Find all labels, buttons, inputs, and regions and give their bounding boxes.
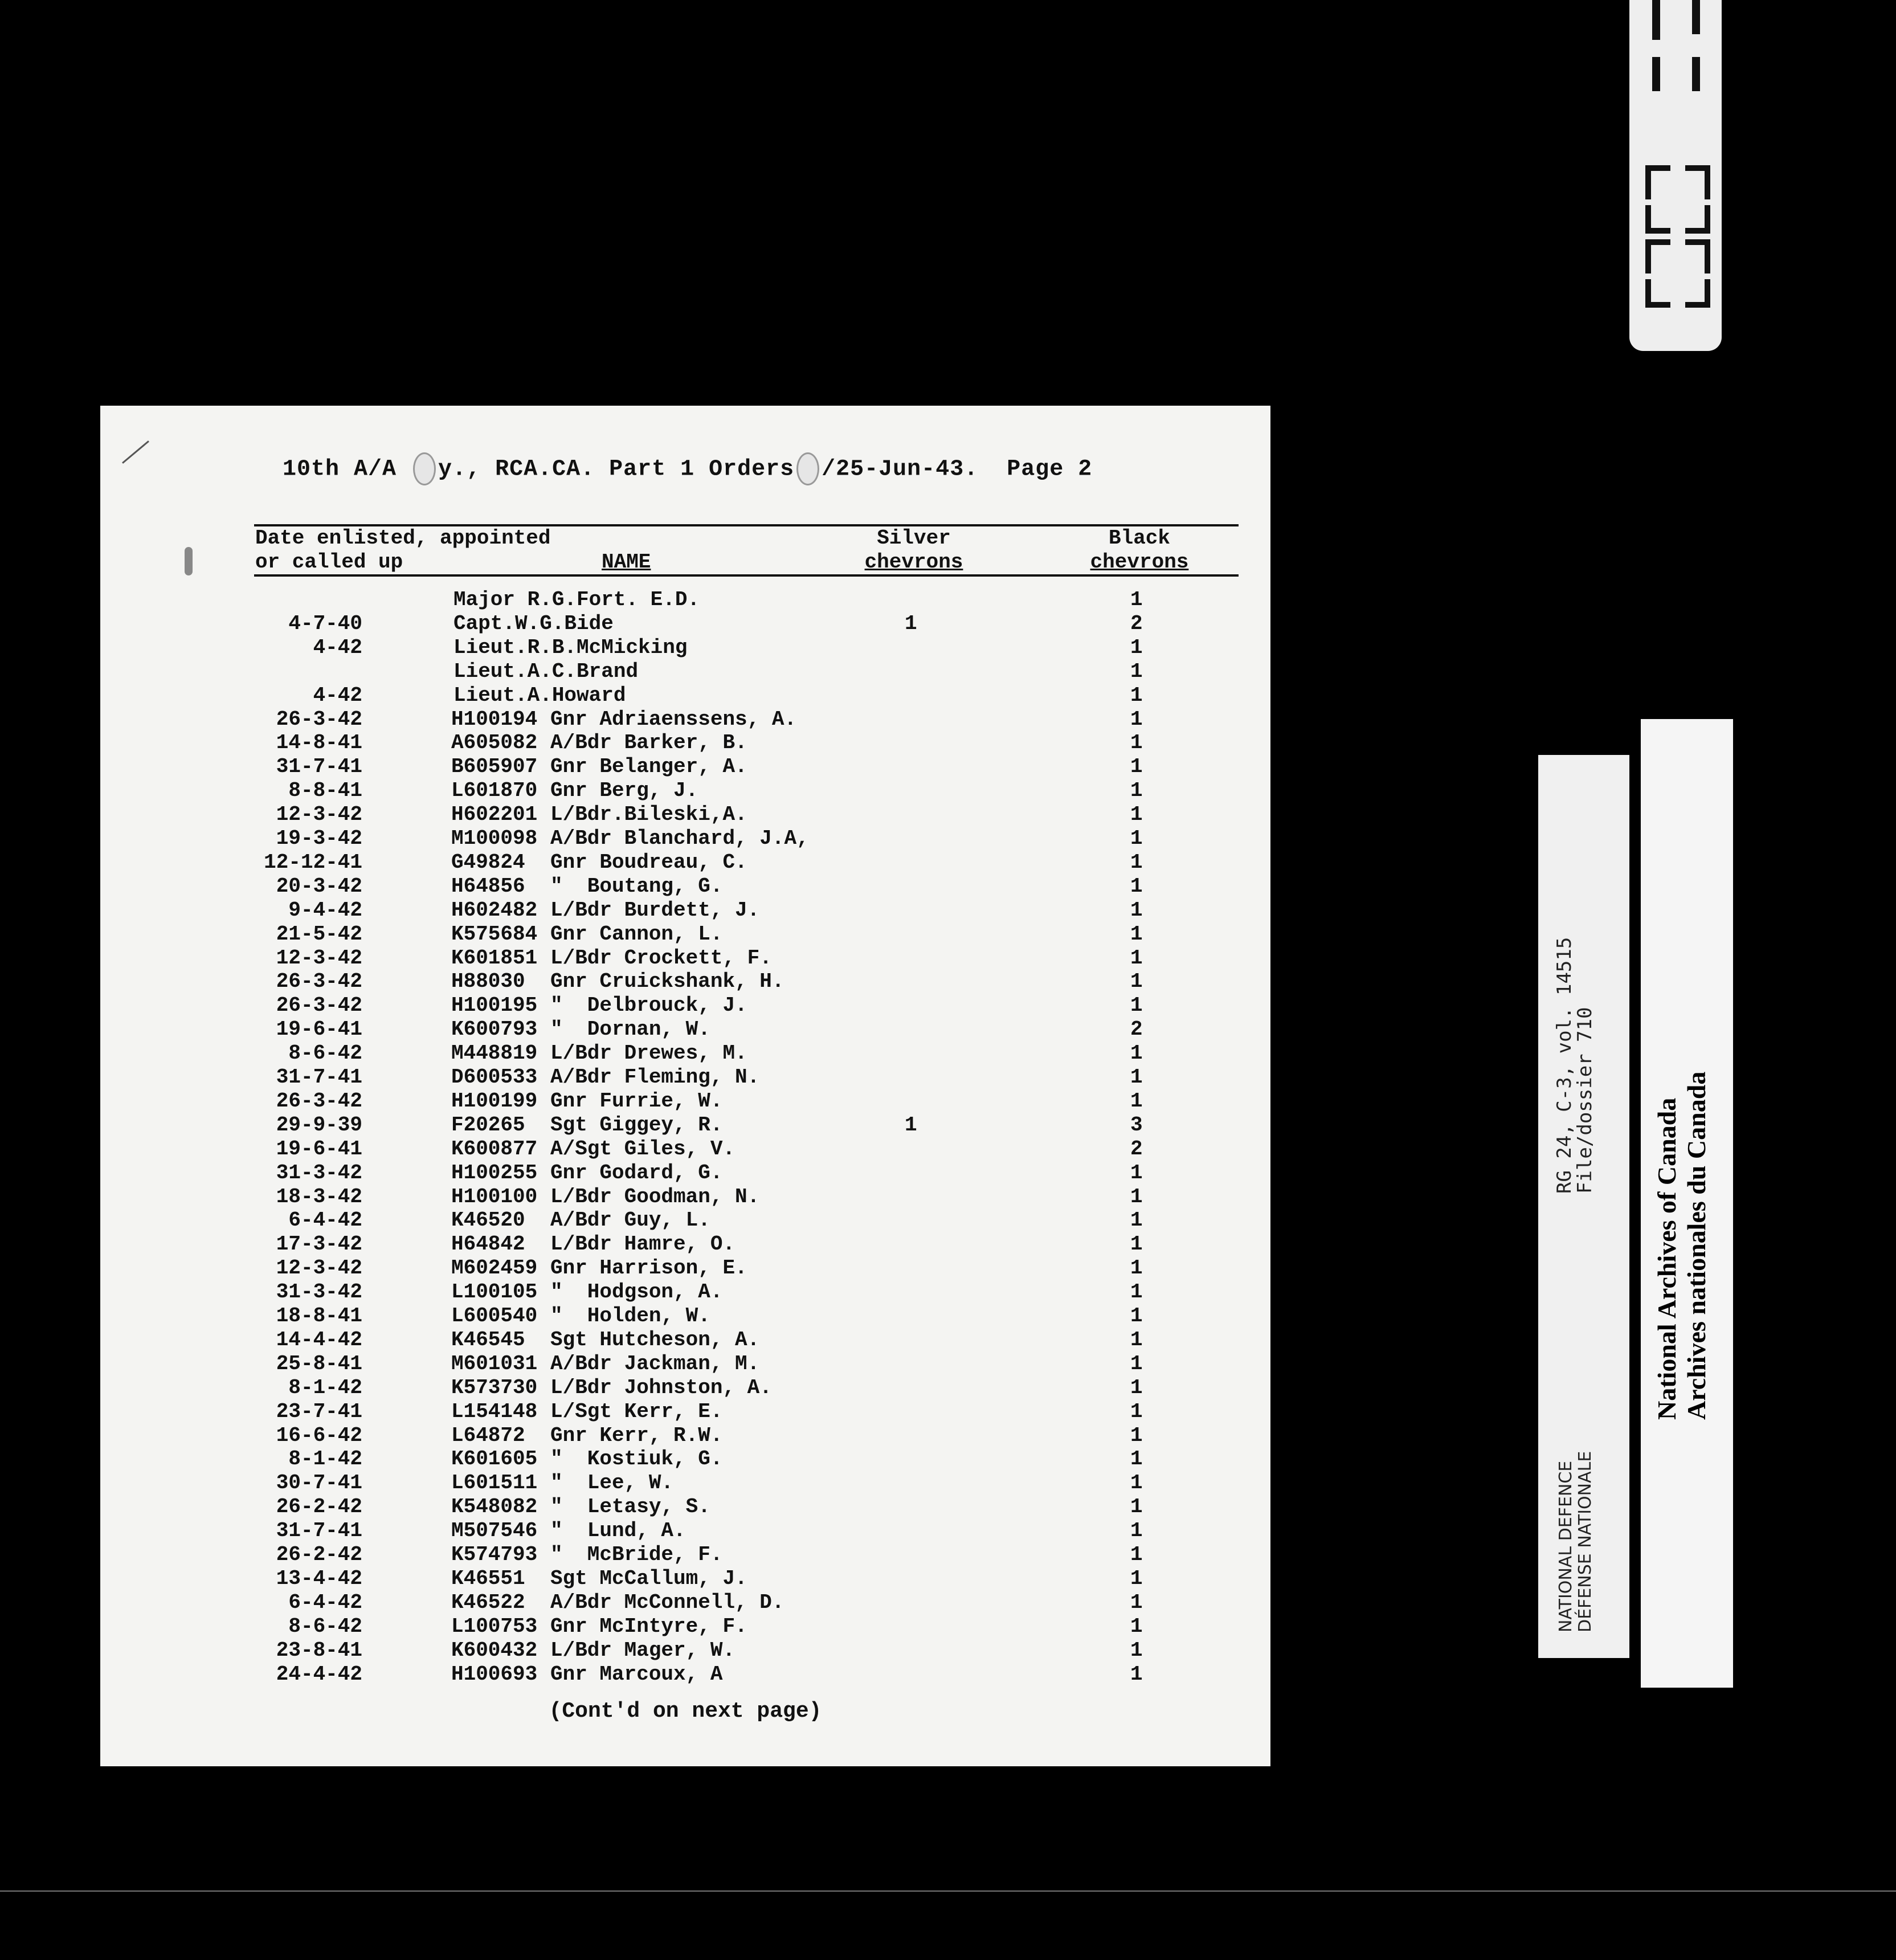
black-chevrons-cell: 3	[1130, 1113, 1143, 1137]
name-cell: A/Bdr Fleming, N.	[550, 1065, 760, 1089]
regimental-number-cell: K46520	[451, 1208, 525, 1232]
black-chevrons-cell: 2	[1130, 1137, 1143, 1161]
black-chevrons-cell: 1	[1130, 946, 1143, 970]
black-chevrons-cell: 1	[1130, 1471, 1143, 1495]
black-chevrons-cell: 1	[1130, 1232, 1143, 1256]
regimental-number-cell: L601511	[451, 1471, 538, 1495]
name-cell: A/Bdr Guy, L.	[550, 1208, 710, 1232]
name-cell: Gnr Adriaenssens, A.	[550, 707, 797, 731]
regimental-number-cell: H100195	[451, 994, 538, 1018]
regimental-number-cell: L154148	[451, 1399, 538, 1423]
unit-suffix: y., RCA.CA. Part 1 Orders	[438, 456, 795, 483]
name-cell: A/Bdr McConnell, D.	[550, 1590, 784, 1614]
name-cell: " Lee, W.	[550, 1471, 674, 1495]
black-chevrons-cell: 1	[1130, 659, 1143, 683]
black-chevrons-cell: 1	[1130, 1161, 1143, 1185]
date-cell: 31-7-41	[276, 1065, 362, 1089]
name-cell: " McBride, F.	[550, 1543, 723, 1566]
department-label: NATIONAL DEFENCE DÉFENSE NATIONALE	[1556, 1451, 1595, 1632]
black-chevrons-cell: 1	[1130, 1614, 1143, 1638]
black-chevrons-cell: 1	[1130, 898, 1143, 922]
table-row	[100, 1328, 1270, 1352]
name-cell: " Letasy, S.	[550, 1495, 710, 1519]
table-row	[100, 1495, 1270, 1519]
table-row	[100, 1208, 1270, 1232]
name-cell: Capt.W.G.Bide	[453, 611, 614, 635]
table-row	[100, 899, 1270, 922]
table-row	[100, 1065, 1270, 1089]
date-cell: 12-3-42	[276, 803, 362, 827]
regimental-number-cell: H64842	[451, 1232, 525, 1256]
black-chevrons-cell: 1	[1130, 1351, 1143, 1375]
regimental-number-cell: K601851	[451, 946, 538, 970]
regimental-number-cell: L601870	[451, 779, 538, 803]
name-cell: Gnr Furrie, W.	[550, 1089, 723, 1113]
name-cell: L/Sgt Kerr, E.	[550, 1399, 723, 1423]
name-cell: L/Bdr.Bileski,A.	[550, 803, 747, 827]
date-cell: 17-3-42	[276, 1232, 362, 1256]
regimental-number-cell: B605907	[451, 755, 538, 779]
date-cell: 4-7-40	[288, 611, 362, 635]
date-cell: 12-12-41	[264, 850, 362, 874]
black-chevrons-cell: 1	[1130, 1185, 1143, 1208]
date-cell: 31-3-42	[276, 1280, 362, 1304]
date-cell: 18-3-42	[276, 1185, 362, 1208]
name-cell: " Boutang, G.	[550, 874, 723, 898]
regimental-number-cell: H64856	[451, 874, 525, 898]
table-row	[100, 970, 1270, 994]
regimental-number-cell: D600533	[451, 1065, 538, 1089]
name-cell: Gnr Marcoux, A	[550, 1662, 723, 1686]
name-cell: " Kostiuk, G.	[550, 1447, 723, 1471]
table-row	[100, 827, 1270, 851]
black-chevrons-cell: 1	[1130, 1375, 1143, 1399]
date-cell: 26-3-42	[276, 1089, 362, 1113]
table-row	[100, 755, 1270, 779]
date-cell: 8-6-42	[288, 1042, 362, 1065]
pencil-mark	[122, 440, 149, 464]
date-cell: 26-2-42	[276, 1543, 362, 1566]
black-chevrons-cell: 1	[1130, 683, 1143, 707]
silver-chevrons-cell: 1	[905, 611, 917, 635]
black-chevrons-cell: 1	[1130, 1519, 1143, 1543]
name-cell: Gnr Belanger, A.	[550, 755, 747, 779]
regimental-number-cell: H88030	[451, 970, 525, 994]
black-chevrons-cell: 1	[1130, 1495, 1143, 1519]
table-row	[100, 1471, 1270, 1495]
table-row	[100, 922, 1270, 946]
black-chevrons-cell: 1	[1130, 827, 1143, 850]
table-row	[100, 1400, 1270, 1424]
date-cell: 8-1-42	[288, 1447, 362, 1471]
date-cell: 19-6-41	[276, 1137, 362, 1161]
table-row	[100, 994, 1270, 1018]
black-chevrons-cell: 1	[1130, 850, 1143, 874]
black-chevrons-cell: 1	[1130, 1304, 1143, 1328]
black-chevrons-cell: 1	[1130, 1208, 1143, 1232]
black-chevrons-cell: 2	[1130, 1018, 1143, 1042]
regimental-number-cell: H100693	[451, 1662, 538, 1686]
table-row	[100, 875, 1270, 899]
table-row	[100, 1304, 1270, 1328]
date-cell: 13-4-42	[276, 1566, 362, 1590]
date-cell: 26-3-42	[276, 970, 362, 994]
table-row	[100, 1376, 1270, 1400]
name-cell: L/Bdr Drewes, M.	[550, 1042, 747, 1065]
name-cell: Gnr Boudreau, C.	[550, 850, 747, 874]
date-cell: 8-6-42	[288, 1614, 362, 1638]
table-row	[100, 1424, 1270, 1448]
date-cell: 6-4-42	[288, 1590, 362, 1614]
regimental-number-cell: M507546	[451, 1519, 538, 1543]
regimental-number-cell: K600793	[451, 1018, 538, 1042]
date-cell: 26-3-42	[276, 707, 362, 731]
name-cell: " Holden, W.	[550, 1304, 710, 1328]
archive-name: National Archives of Canada Archives nationales du Canada	[1652, 1071, 1711, 1420]
regimental-number-cell: K600877	[451, 1137, 538, 1161]
black-chevrons-cell: 1	[1130, 1065, 1143, 1089]
black-chevrons-cell: 1	[1130, 779, 1143, 803]
name-cell: " Dornan, W.	[550, 1018, 710, 1042]
name-cell: " Hodgson, A.	[550, 1280, 723, 1304]
officer-row	[100, 612, 1270, 636]
name-cell: Sgt Hutcheson, A.	[550, 1328, 760, 1351]
table-row	[100, 1447, 1270, 1471]
table-row	[100, 1519, 1270, 1543]
table-header-rule	[254, 574, 1239, 577]
date-cell: 9-4-42	[288, 898, 362, 922]
order-document-page	[100, 406, 1270, 1766]
date-cell: 30-7-41	[276, 1471, 362, 1495]
date-cell: 4-42	[313, 635, 362, 659]
date-cell: 23-8-41	[276, 1638, 362, 1662]
black-chevrons-cell: 1	[1130, 1280, 1143, 1304]
black-chevrons-cell: 1	[1130, 1543, 1143, 1566]
regimental-number-cell: K574793	[451, 1543, 538, 1566]
name-cell: A/Bdr Blanchard, J.A,	[550, 827, 809, 850]
date-cell: 14-4-42	[276, 1328, 362, 1351]
name-cell: A/Sgt Giles, V.	[550, 1137, 735, 1161]
table-row	[100, 1280, 1270, 1304]
regimental-number-cell: H100255	[451, 1161, 538, 1185]
name-cell: Lieut.R.B.McMicking	[453, 635, 688, 659]
regimental-number-cell: G49824	[451, 850, 525, 874]
regimental-number-cell: H602201	[451, 803, 538, 827]
date-cell: 31-3-42	[276, 1161, 362, 1185]
film-frame-strip	[1629, 0, 1722, 351]
regimental-number-cell: M601031	[451, 1351, 538, 1375]
regimental-number-cell: H602482	[451, 898, 538, 922]
name-cell: " Lund, A.	[550, 1519, 686, 1543]
date-cell: 16-6-42	[276, 1423, 362, 1447]
regimental-number-cell: M602459	[451, 1256, 538, 1280]
date-cell: 6-4-42	[288, 1208, 362, 1232]
regimental-number-cell: K600432	[451, 1638, 538, 1662]
regimental-number-cell: H100199	[451, 1089, 538, 1113]
black-chevrons-cell: 1	[1130, 1662, 1143, 1686]
black-chevrons-cell: 1	[1130, 1399, 1143, 1423]
table-row	[100, 1256, 1270, 1280]
table-row	[100, 1161, 1270, 1185]
black-chevrons-cell: 1	[1130, 1089, 1143, 1113]
punch-hole	[413, 452, 436, 485]
regimental-number-cell: K548082	[451, 1495, 538, 1519]
black-chevrons-cell: 1	[1130, 588, 1143, 611]
date-cell: 29-9-39	[276, 1113, 362, 1137]
date-cell: 12-3-42	[276, 1256, 362, 1280]
archive-reference: RG 24, C-3, vol. 14515 File/dossier 710	[1553, 937, 1596, 1194]
date-cell: 14-8-41	[276, 731, 362, 755]
date-cell: 8-1-42	[288, 1375, 362, 1399]
date-cell: 31-7-41	[276, 1519, 362, 1543]
name-cell: L/Bdr Crockett, F.	[550, 946, 772, 970]
date-cell: 23-7-41	[276, 1399, 362, 1423]
black-chevrons-cell: 1	[1130, 803, 1143, 827]
unit-name: 10th A/A	[283, 456, 397, 483]
regimental-number-cell: H100100	[451, 1185, 538, 1208]
table-row	[100, 1185, 1270, 1209]
film-edge-line	[0, 1890, 1896, 1892]
regimental-number-cell: K46551	[451, 1566, 525, 1590]
black-column-header: Black chevrons	[1090, 526, 1189, 574]
black-chevrons-cell: 2	[1130, 611, 1143, 635]
table-row	[100, 1137, 1270, 1161]
table-row	[100, 1615, 1270, 1639]
name-cell: Lieut.A.C.Brand	[453, 659, 639, 683]
regimental-number-cell: K601605	[451, 1447, 538, 1471]
officer-row	[100, 588, 1270, 612]
table-row	[100, 946, 1270, 970]
name-cell: L/Bdr Hamre, O.	[550, 1232, 735, 1256]
date-cell: 21-5-42	[276, 922, 362, 946]
table-row	[100, 1663, 1270, 1687]
name-cell: L/Bdr Goodman, N.	[550, 1185, 760, 1208]
table-row	[100, 1089, 1270, 1113]
regimental-number-cell: L100105	[451, 1280, 538, 1304]
regimental-number-cell: K46522	[451, 1590, 525, 1614]
date-cell: 24-4-42	[276, 1662, 362, 1686]
punch-hole	[796, 452, 819, 485]
name-cell: Lieut.A.Howard	[453, 683, 626, 707]
regimental-number-cell: M100098	[451, 827, 538, 850]
name-cell: Gnr McIntyre, F.	[550, 1614, 747, 1638]
date-cell: 19-3-42	[276, 827, 362, 850]
name-cell: Sgt McCallum, J.	[550, 1566, 747, 1590]
table-row	[100, 1042, 1270, 1065]
date-cell: 8-8-41	[288, 779, 362, 803]
regimental-number-cell: M448819	[451, 1042, 538, 1065]
name-cell: Sgt Giggey, R.	[550, 1113, 723, 1137]
black-chevrons-cell: 1	[1130, 1566, 1143, 1590]
table-row	[100, 1543, 1270, 1567]
table-row	[100, 1232, 1270, 1256]
black-chevrons-cell: 1	[1130, 970, 1143, 994]
name-cell: Major R.G.Fort. E.D.	[453, 588, 700, 611]
punch-mark	[185, 547, 193, 575]
date-column-header: Date enlisted, appointed or called up	[255, 526, 551, 574]
table-row	[100, 779, 1270, 803]
table-row	[100, 1591, 1270, 1615]
black-chevrons-cell: 1	[1130, 1256, 1143, 1280]
black-chevrons-cell: 1	[1130, 874, 1143, 898]
silver-column-header: Silver chevrons	[864, 526, 963, 574]
name-cell: L/Bdr Mager, W.	[550, 1638, 735, 1662]
continued-note: (Cont'd on next page)	[549, 1699, 822, 1724]
name-cell: L/Bdr Johnston, A.	[550, 1375, 772, 1399]
name-cell: A/Bdr Barker, B.	[550, 731, 747, 755]
regimental-number-cell: K573730	[451, 1375, 538, 1399]
date-cell: 20-3-42	[276, 874, 362, 898]
table-row	[100, 731, 1270, 755]
black-chevrons-cell: 1	[1130, 635, 1143, 659]
date-cell: 12-3-42	[276, 946, 362, 970]
table-row	[100, 1113, 1270, 1137]
archive-reference-tag	[1538, 755, 1629, 1658]
name-cell: Gnr Cannon, L.	[550, 922, 723, 946]
regimental-number-cell: K46545	[451, 1328, 525, 1351]
archive-name-tag	[1641, 719, 1733, 1688]
name-cell: Gnr Cruickshank, H.	[550, 970, 784, 994]
officer-row	[100, 636, 1270, 660]
regimental-number-cell: H100194	[451, 707, 538, 731]
name-cell: Gnr Berg, J.	[550, 779, 698, 803]
date-cell: 31-7-41	[276, 755, 362, 779]
name-cell: Gnr Kerr, R.W.	[550, 1423, 723, 1447]
black-chevrons-cell: 1	[1130, 731, 1143, 755]
table-row	[100, 1567, 1270, 1591]
name-cell: A/Bdr Jackman, M.	[550, 1351, 760, 1375]
name-cell: L/Bdr Burdett, J.	[550, 898, 760, 922]
table-row	[100, 1639, 1270, 1663]
black-chevrons-cell: 1	[1130, 1042, 1143, 1065]
name-column-header: NAME	[602, 550, 651, 574]
date-cell: 26-2-42	[276, 1495, 362, 1519]
date-cell: 18-8-41	[276, 1304, 362, 1328]
regimental-number-cell: L600540	[451, 1304, 538, 1328]
officer-row	[100, 684, 1270, 708]
table-row	[100, 803, 1270, 827]
regimental-number-cell: A605082	[451, 731, 538, 755]
date-cell: 25-8-41	[276, 1351, 362, 1375]
name-cell: " Delbrouck, J.	[550, 994, 747, 1018]
name-cell: Gnr Harrison, E.	[550, 1256, 747, 1280]
regimental-number-cell: K575684	[451, 922, 538, 946]
table-row	[100, 708, 1270, 732]
black-chevrons-cell: 1	[1130, 1447, 1143, 1471]
black-chevrons-cell: 1	[1130, 1328, 1143, 1351]
date-cell: 19-6-41	[276, 1018, 362, 1042]
regimental-number-cell: L100753	[451, 1614, 538, 1638]
black-chevrons-cell: 1	[1130, 1423, 1143, 1447]
date-and-page: /25-Jun-43. Page 2	[822, 456, 1093, 483]
frame-number-glyphs	[1629, 0, 1722, 351]
black-chevrons-cell: 1	[1130, 994, 1143, 1018]
orders-header	[283, 452, 1092, 485]
black-chevrons-cell: 1	[1130, 707, 1143, 731]
officer-row	[100, 660, 1270, 684]
black-chevrons-cell: 1	[1130, 1638, 1143, 1662]
date-cell: 4-42	[313, 683, 362, 707]
black-chevrons-cell: 1	[1130, 922, 1143, 946]
table-row	[100, 1352, 1270, 1376]
table-row	[100, 1018, 1270, 1042]
table-row	[100, 851, 1270, 875]
regimental-number-cell: L64872	[451, 1423, 525, 1447]
name-cell: Gnr Godard, G.	[550, 1161, 723, 1185]
black-chevrons-cell: 1	[1130, 755, 1143, 779]
regimental-number-cell: F20265	[451, 1113, 525, 1137]
silver-chevrons-cell: 1	[905, 1113, 917, 1137]
date-cell: 26-3-42	[276, 994, 362, 1018]
black-chevrons-cell: 1	[1130, 1590, 1143, 1614]
